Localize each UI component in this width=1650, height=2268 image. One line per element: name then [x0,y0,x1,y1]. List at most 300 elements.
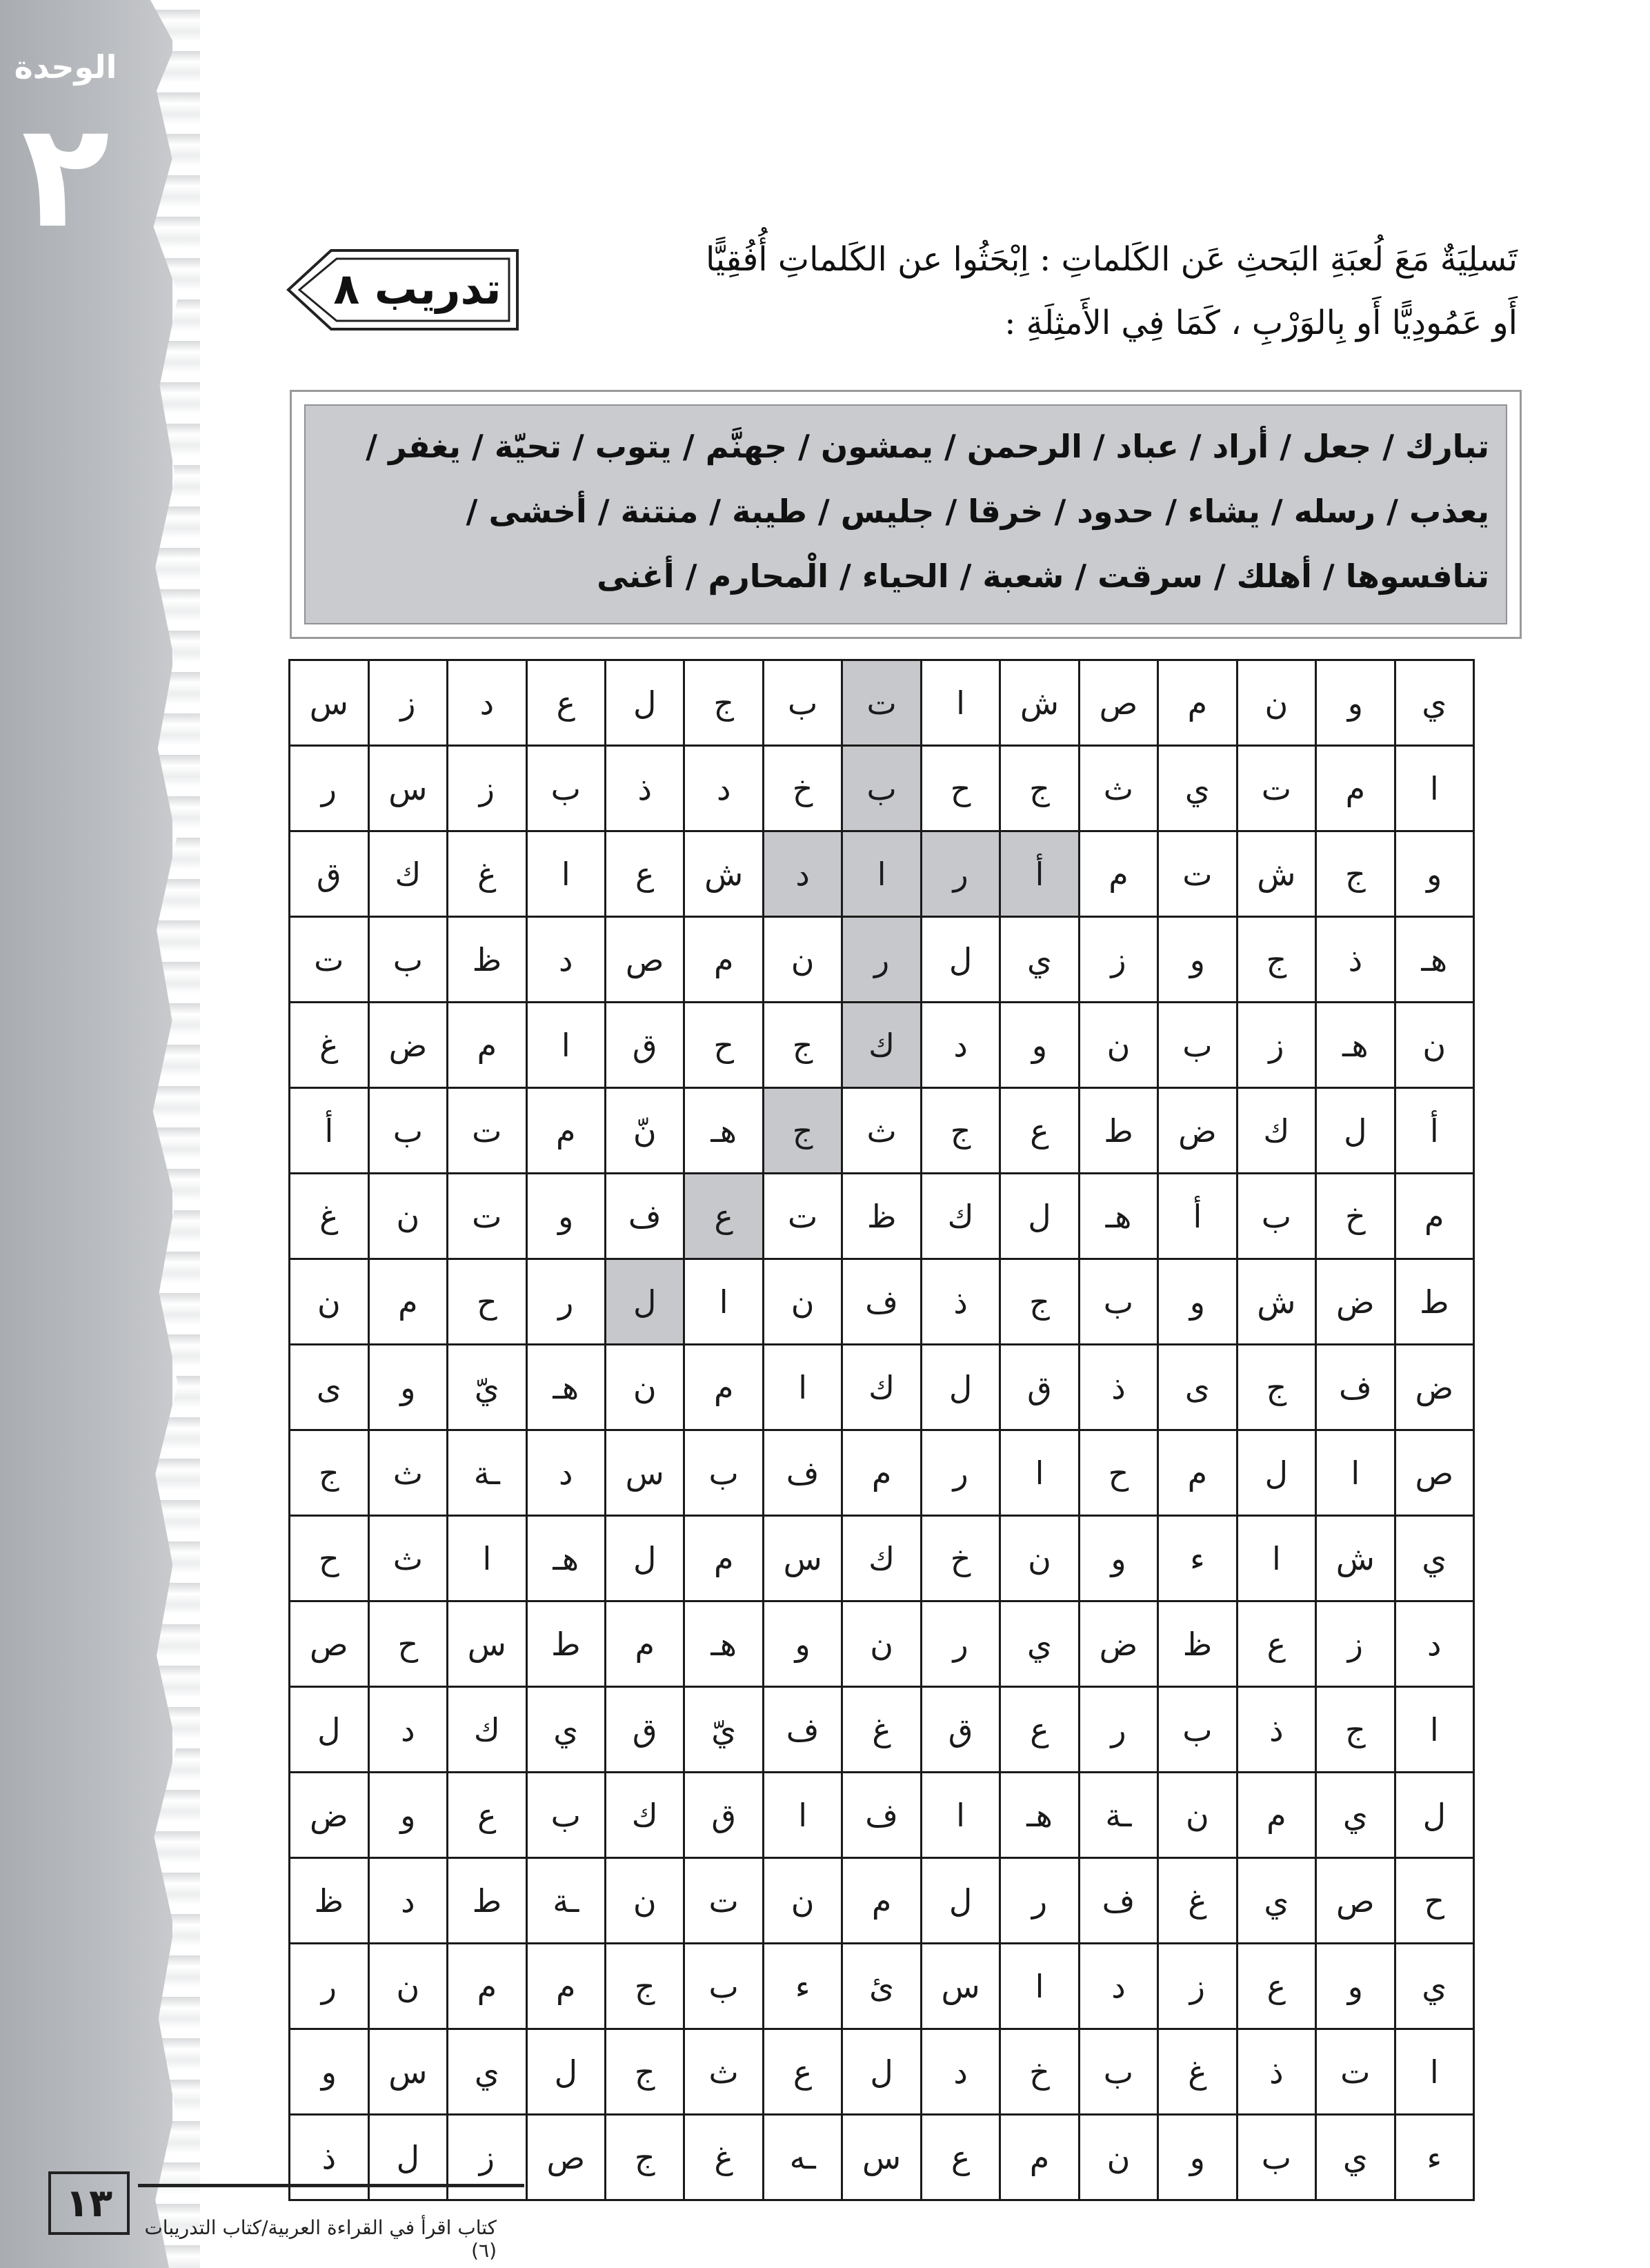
exercise-tag [283,238,524,342]
grid-cell: ص [1395,1430,1473,1516]
grid-cell: ض [290,1773,369,1858]
grid-cell: ح [368,1601,447,1687]
grid-cell: يّ [448,1345,526,1430]
grid-cell: ج [1316,831,1395,917]
word-bank-line-2: يعذب / رسله / يشاء / حدود / خرقا / جليس / طيبة / منتنة / أخشى / [466,493,1489,530]
grid-cell: ء [1395,2115,1473,2200]
grid-cell: ج [763,1003,842,1088]
grid-cell: ع [526,660,605,746]
grid-cell: م [1158,660,1237,746]
grid-cell: ك [921,1174,1000,1259]
grid-cell: ح [448,1259,526,1345]
grid-cell: ن [1237,660,1315,746]
grid-cell: ظ [290,1858,369,1944]
grid-cell: غ [1158,2029,1237,2115]
grid-cell: س [763,1516,842,1601]
grid-cell: ن [763,1259,842,1345]
grid-cell: ص [1079,660,1157,746]
instructions-line-2: أَو عَمُودِيًّا أَو بِالوَرْبِ ، كَمَا فِي الأَمثِلَةِ : [1004,304,1518,342]
grid-cell: ي [1316,2115,1395,2200]
grid-cell: ك [842,1516,921,1601]
grid-cell: غ [1158,1858,1237,1944]
grid-cell: د [368,1858,447,1944]
grid-cell: ذ [1316,917,1395,1003]
grid-cell: ج [684,660,763,746]
grid-cell: ح [684,1003,763,1088]
instructions-line-1: تَسلِيَةٌ مَعَ لُعبَةِ البَحثِ عَن الكَلماتِ : اِبْحَثُوا عن الكَلماتِ أُفُقِيًّا [705,240,1518,279]
grid-row [290,1003,1474,1088]
grid-cell: ع [684,1174,763,1259]
grid-cell: ل [1237,1430,1315,1516]
unit-number: ٢ [21,91,110,260]
grid-cell: ت [448,1088,526,1174]
grid-cell: ل [606,1516,684,1601]
grid-cell: ط [1395,1259,1473,1345]
grid-cell: ز [368,660,447,746]
grid-cell: ك [368,831,447,917]
grid-cell: ك [448,1687,526,1773]
grid-cell: ن [763,917,842,1003]
grid-row [290,1174,1474,1259]
grid-cell: غ [448,831,526,917]
grid-cell: هـ [1000,1773,1079,1858]
grid-cell: ل [921,917,1000,1003]
grid-cell: ر [921,1430,1000,1516]
grid-row [290,1687,1474,1773]
grid-cell: س [448,1601,526,1687]
grid-cell: ج [1237,1345,1315,1430]
grid-cell: ح [1395,1858,1473,1944]
grid-cell: ك [842,1003,921,1088]
grid-cell: ا [763,1345,842,1430]
grid-cell: ق [606,1687,684,1773]
grid-cell: ظ [448,917,526,1003]
grid-cell: ل [842,2029,921,2115]
instructions [545,228,1518,355]
grid-cell: ض [368,1003,447,1088]
grid-cell: ا [1000,1430,1079,1516]
unit-label: الوحدة [14,48,117,86]
grid-cell: ب [526,1773,605,1858]
grid-cell: و [1158,917,1237,1003]
grid-cell: س [921,1944,1000,2029]
grid-cell: ص [526,2115,605,2200]
grid-cell: أ [290,1088,369,1174]
grid-cell: ن [290,1259,369,1345]
grid-cell: ح [1079,1430,1157,1516]
grid-row [290,1858,1474,1944]
page-number: ١٣ [48,2171,130,2235]
grid-cell: و [526,1174,605,1259]
grid-cell: ذ [290,2115,369,2200]
grid-cell: غ [684,2115,763,2200]
grid-cell: ع [606,831,684,917]
grid-cell: ب [684,1430,763,1516]
grid-cell: ز [1079,917,1157,1003]
grid-row [290,660,1474,746]
grid-cell: ج [921,1088,1000,1174]
grid-cell: ض [1395,1345,1473,1430]
grid-cell: ش [684,831,763,917]
grid-cell: د [526,917,605,1003]
grid-cell: ج [606,1944,684,2029]
grid-cell: ا [448,1516,526,1601]
grid-cell: ب [1079,1259,1157,1345]
grid-cell: ر [526,1259,605,1345]
grid-cell: ج [1000,746,1079,831]
grid-cell: ف [842,1773,921,1858]
grid-cell: ل [606,660,684,746]
grid-cell: ت [763,1174,842,1259]
grid-cell: ذ [1079,1345,1157,1430]
grid-cell: ج [606,2029,684,2115]
grid-cell: م [1000,2115,1079,2200]
grid-cell: ن [1000,1516,1079,1601]
grid-cell: ي [1316,1773,1395,1858]
grid-cell: ت [448,1174,526,1259]
grid-cell: ب [1158,1687,1237,1773]
grid-cell: ن [606,1858,684,1944]
grid-cell: ب [526,746,605,831]
grid-cell: ث [684,2029,763,2115]
grid-cell: ا [921,1773,1000,1858]
grid-cell: ل [921,1345,1000,1430]
grid-cell: ف [1316,1345,1395,1430]
grid-cell: خ [921,1516,1000,1601]
grid-cell: د [1079,1944,1157,2029]
grid-cell: هـ [1316,1003,1395,1088]
grid-cell: ي [1395,1944,1473,2029]
grid-cell: ف [606,1174,684,1259]
grid-cell: م [842,1430,921,1516]
grid-cell: ـة [448,1430,526,1516]
grid-cell: ـة [526,1858,605,1944]
grid-cell: ل [1316,1088,1395,1174]
grid-cell: ظ [842,1174,921,1259]
grid-cell: ى [1158,1345,1237,1430]
grid-cell: د [526,1430,605,1516]
grid-cell: خ [763,746,842,831]
grid-cell: ع [763,2029,842,2115]
grid-cell: ن [763,1858,842,1944]
grid-cell: ت [1158,831,1237,917]
grid-row [290,1088,1474,1174]
grid-cell: س [290,660,369,746]
grid-cell: ز [1158,1944,1237,2029]
grid-cell: ي [1158,746,1237,831]
grid-cell: ل [1395,1773,1473,1858]
grid-cell: ا [1316,1430,1395,1516]
grid-cell: ي [1000,917,1079,1003]
grid-cell: و [1079,1516,1157,1601]
grid-cell: د [1395,1601,1473,1687]
grid-cell: ن [606,1345,684,1430]
grid-cell: ف [763,1430,842,1516]
grid-cell: و [290,2029,369,2115]
grid-cell: هـ [526,1516,605,1601]
grid-cell: ن [368,1174,447,1259]
grid-cell: ن [1079,2115,1157,2200]
grid-cell: يّ [684,1687,763,1773]
grid-cell: م [684,917,763,1003]
grid-cell: ت [290,917,369,1003]
word-search-grid [288,659,1475,2201]
grid-cell: هـ [526,1345,605,1430]
grid-cell: خ [1316,1174,1395,1259]
grid-cell: ا [1395,2029,1473,2115]
grid-cell: ك [842,1345,921,1430]
grid-cell: ث [368,1516,447,1601]
grid-cell: ب [842,746,921,831]
grid-cell: ي [526,1687,605,1773]
grid-cell: ج [1237,917,1315,1003]
grid-cell: ص [1316,1858,1395,1944]
grid-cell: و [368,1345,447,1430]
grid-cell: أ [1158,1174,1237,1259]
grid-cell: ث [1079,746,1157,831]
grid-cell: م [448,1003,526,1088]
grid-cell: ث [368,1430,447,1516]
grid-cell: ب [763,660,842,746]
grid-cell: م [1395,1174,1473,1259]
grid-cell: و [1158,2115,1237,2200]
grid-cell: ت [842,660,921,746]
grid-cell: م [448,1944,526,2029]
grid-cell: ع [448,1773,526,1858]
grid-cell: ب [1079,2029,1157,2115]
grid-cell: م [526,1088,605,1174]
grid-cell: ذ [1237,2029,1315,2115]
grid-cell: ن [1395,1003,1473,1088]
exercise-title: تدريب ٨ [333,263,501,314]
grid-cell: ـه [763,2115,842,2200]
grid-cell: ن [1079,1003,1157,1088]
grid-cell: ب [368,917,447,1003]
grid-cell: ع [1000,1088,1079,1174]
grid-cell: ط [526,1601,605,1687]
grid-cell: م [684,1516,763,1601]
grid-cell: ا [921,660,1000,746]
grid-cell: ق [921,1687,1000,1773]
grid-cell: ر [921,1601,1000,1687]
grid-cell: م [606,1601,684,1687]
grid-cell: م [1158,1430,1237,1516]
grid-row [290,1601,1474,1687]
grid-cell: ع [1237,1601,1315,1687]
grid-cell: ي [1000,1601,1079,1687]
grid-row [290,831,1474,917]
grid-cell: هـ [684,1601,763,1687]
grid-cell: ف [763,1687,842,1773]
grid-cell: نّ [606,1088,684,1174]
grid-cell: ك [606,1773,684,1858]
grid-row [290,1259,1474,1345]
word-bank [290,390,1522,639]
grid-cell: ق [290,831,369,917]
grid-cell: ا [842,831,921,917]
grid-cell: ا [1237,1516,1315,1601]
grid-cell: ر [290,1944,369,2029]
grid-cell: ب [684,1944,763,2029]
grid-cell: ج [606,2115,684,2200]
grid-cell: ي [1395,1516,1473,1601]
grid-cell: ر [1000,1858,1079,1944]
grid-cell: و [763,1601,842,1687]
footer-divider [138,2184,524,2187]
grid-cell: س [842,2115,921,2200]
grid-cell: ش [1000,660,1079,746]
grid-cell: ض [1158,1088,1237,1174]
grid-cell: ء [1158,1516,1237,1601]
grid-cell: ق [1000,1345,1079,1430]
grid-cell: س [606,1430,684,1516]
grid-cell: أ [1395,1088,1473,1174]
grid-cell: ت [1237,746,1315,831]
grid-cell: ز [1237,1003,1315,1088]
grid-cell: ي [448,2029,526,2115]
grid-cell: هـ [684,1088,763,1174]
grid-cell: د [368,1687,447,1773]
grid-cell: ل [368,2115,447,2200]
grid-cell: ش [1237,831,1315,917]
grid-cell: س [368,2029,447,2115]
grid-cell: م [684,1345,763,1430]
grid-cell: ظ [1158,1601,1237,1687]
book-title: كتاب اقرأ في القراءة العربية/كتاب التدريبات (٦) [144,2216,497,2262]
grid-cell: ح [921,746,1000,831]
grid-cell: ي [1395,660,1473,746]
grid-cell: و [1316,660,1395,746]
grid-row [290,1773,1474,1858]
grid-cell: غ [290,1174,369,1259]
grid-cell: ف [842,1259,921,1345]
grid-cell: و [1158,1259,1237,1345]
grid-cell: م [1316,746,1395,831]
grid-cell: ع [921,2115,1000,2200]
grid-cell: ق [606,1003,684,1088]
grid-cell: ذ [606,746,684,831]
grid-cell: ا [684,1259,763,1345]
grid-cell: ي [1237,1858,1315,1944]
word-bank-line-1: تبارك / جعل / أراد / عباد / الرحمن / يمشون / جهنَّم / يتوب / تحيّة / يغفر / [366,428,1489,465]
grid-cell: ا [1395,1687,1473,1773]
grid-cell: ى [290,1345,369,1430]
grid-cell: د [684,746,763,831]
grid-row [290,746,1474,831]
grid-cell: د [448,660,526,746]
grid-cell: ذ [921,1259,1000,1345]
grid-cell: م [526,1944,605,2029]
grid-cell: ن [1158,1773,1237,1858]
grid-cell: ع [1237,1944,1315,2029]
grid-cell: ج [290,1430,369,1516]
grid-cell: ـة [1079,1773,1157,1858]
grid-row [290,1345,1474,1430]
grid-cell: ف [1079,1858,1157,1944]
grid-row [290,2029,1474,2115]
grid-cell: ئ [842,1944,921,2029]
grid-cell: غ [290,1003,369,1088]
grid-cell: ع [1000,1687,1079,1773]
grid-cell: هـ [1395,917,1473,1003]
grid-cell: أ [1000,831,1079,917]
grid-cell: ب [1237,1174,1315,1259]
grid-cell: ل [290,1687,369,1773]
grid-cell: و [1395,831,1473,917]
grid-cell: ج [763,1088,842,1174]
grid-cell: ر [1079,1687,1157,1773]
grid-row [290,1430,1474,1516]
grid-cell: ر [921,831,1000,917]
grid-cell: د [763,831,842,917]
grid-cell: ء [763,1944,842,2029]
grid-cell: ر [842,917,921,1003]
grid-cell: ل [921,1858,1000,1944]
grid-cell: و [1316,1944,1395,2029]
grid-row [290,1944,1474,2029]
grid-cell: ض [1316,1259,1395,1345]
side-strip [0,0,172,2268]
grid-cell: ك [1237,1088,1315,1174]
grid-cell: م [1237,1773,1315,1858]
grid-cell: ص [606,917,684,1003]
grid-cell: ج [1316,1687,1395,1773]
word-bank-list [304,404,1507,624]
grid-cell: ت [1316,2029,1395,2115]
grid-cell: م [842,1858,921,1944]
grid-cell: ذ [1237,1687,1315,1773]
grid-row [290,917,1474,1003]
grid-cell: ن [842,1601,921,1687]
word-bank-line-3: تنافسوها / أهلك / سرقت / شعبة / الحياء / الْمحارم / أغنى [597,558,1489,595]
grid-cell: ن [368,1944,447,2029]
grid-cell: د [921,2029,1000,2115]
grid-cell: ل [606,1259,684,1345]
grid-cell: و [368,1773,447,1858]
grid-cell: ا [526,1003,605,1088]
grid-cell: ش [1316,1516,1395,1601]
grid-cell: م [368,1259,447,1345]
grid-cell: ل [1000,1174,1079,1259]
grid-cell: خ [1000,2029,1079,2115]
grid-cell: ز [448,2115,526,2200]
grid-cell: ج [1000,1259,1079,1345]
grid-cell: ث [842,1088,921,1174]
grid-cell: ص [290,1601,369,1687]
grid-cell: ا [1395,746,1473,831]
grid-cell: ب [368,1088,447,1174]
grid-cell: س [368,746,447,831]
grid-cell: ق [684,1773,763,1858]
grid-cell: ا [1000,1944,1079,2029]
grid-cell: هـ [1079,1174,1157,1259]
grid-cell: ت [684,1858,763,1944]
grid-cell: م [1079,831,1157,917]
grid-cell: ا [526,831,605,917]
grid-cell: ب [1158,1003,1237,1088]
grid-cell: ح [290,1516,369,1601]
grid-cell: ر [290,746,369,831]
grid-cell: و [1000,1003,1079,1088]
grid-cell: ل [526,2029,605,2115]
grid-cell: ز [1316,1601,1395,1687]
grid-cell: ض [1079,1601,1157,1687]
grid-cell: ش [1237,1259,1315,1345]
grid-row [290,1516,1474,1601]
grid-cell: ب [1237,2115,1315,2200]
grid-cell: ط [448,1858,526,1944]
grid-cell: ز [448,746,526,831]
